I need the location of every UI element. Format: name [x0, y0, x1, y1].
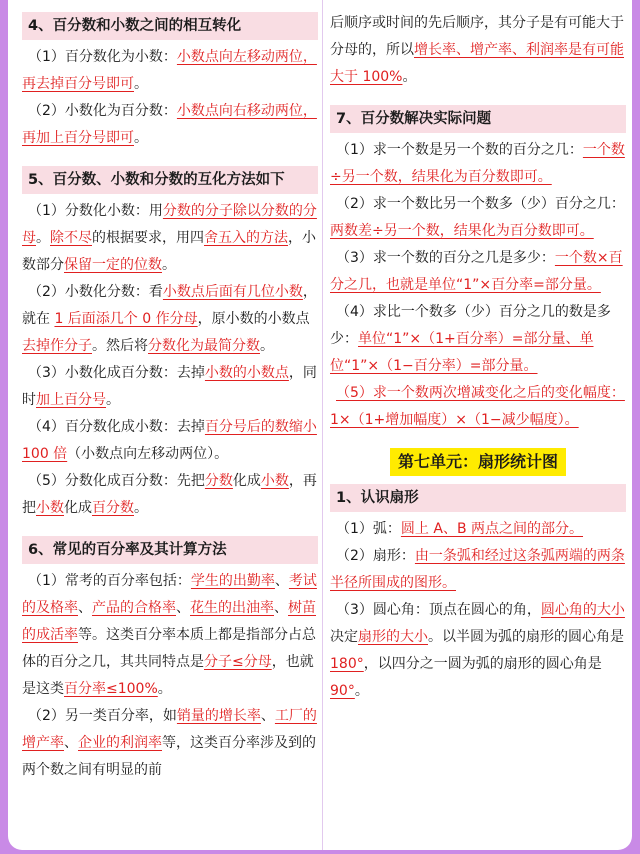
- highlight: 小数点后面有几位小数: [162, 284, 303, 300]
- highlight: 花生的出油率: [190, 600, 274, 616]
- highlight: 分数: [204, 473, 233, 489]
- highlight: 加上百分号: [36, 392, 106, 408]
- highlight: 1 后面添几个 0 作分母: [54, 311, 198, 327]
- highlight: 分子≤分母: [204, 654, 272, 670]
- text: （2）扇形：: [336, 548, 415, 564]
- text: 。: [402, 69, 417, 85]
- text: 。: [134, 500, 148, 516]
- highlight: 单位“1”×（1+百分率）=部分量、单位“1”×（1−百分率）=部分量。: [330, 331, 594, 374]
- text: （2）小数化分数：看: [28, 284, 163, 300]
- bottom-border: [0, 850, 640, 854]
- highlight: 去掉作分子: [22, 338, 92, 354]
- section-7-title: 7、百分数解决实际问题: [330, 105, 626, 133]
- highlight: 180°: [330, 656, 364, 672]
- highlight: 分数的分子除以分数的分母: [22, 203, 317, 246]
- unit-title-wrap: [330, 448, 626, 476]
- left-column: [22, 0, 318, 798]
- unit-section-1: [330, 484, 626, 705]
- text: （4）求比一个数多（少）百分之几的数是多少：: [330, 304, 611, 347]
- section-6: [22, 536, 318, 784]
- text: 。以半圆为弧的扇形的圆心角是: [428, 629, 624, 645]
- text: 。: [260, 338, 274, 354]
- section-7-para-2: [330, 191, 626, 245]
- highlight: 90°: [330, 683, 355, 699]
- highlight: 百分号后的数缩小 100 倍: [22, 419, 317, 462]
- text: 、: [274, 600, 288, 616]
- text: 、: [64, 735, 78, 751]
- section-7-para-5: [330, 380, 626, 434]
- text: （1）百分数化为小数：: [28, 49, 177, 65]
- section-5-para-2: [22, 279, 318, 360]
- highlight: 小数点向右移动两位，再加上百分号即可: [22, 103, 317, 146]
- highlight: 工厂的增产率: [22, 708, 317, 751]
- right-column: [330, 0, 626, 719]
- text: 、: [176, 600, 190, 616]
- text: 后顺序或时间的先后顺序，其分子是有可能大于分母的，所以: [330, 15, 624, 58]
- section-7-para-4: [330, 299, 626, 380]
- text: 。: [134, 76, 148, 92]
- column-divider: [322, 0, 323, 850]
- text: ，原小数的小数点: [197, 311, 310, 327]
- section-5-para-5: [22, 468, 318, 522]
- text: （1）分数化小数：用: [28, 203, 163, 219]
- highlight: 树苗的成活率: [22, 600, 316, 643]
- text: 。: [106, 392, 120, 408]
- highlight: 除不尽: [50, 230, 92, 246]
- highlight: 圆上 A、B 两点之间的部分。: [400, 521, 584, 537]
- text: 的根据要求，用四: [92, 230, 204, 246]
- text: 等。这类百分率本质上都是指部分占总体的百分之几，其共同特点是: [22, 627, 316, 670]
- highlight: 分数化为最简分数: [148, 338, 260, 354]
- text: （1）弧：: [336, 521, 401, 537]
- highlight: 舍五入的方法: [204, 230, 288, 246]
- highlight: 销量的增长率: [176, 708, 261, 724]
- text: ，同时: [22, 365, 317, 408]
- section-7-para-3: [330, 245, 626, 299]
- text: （3）小数化成百分数：去掉: [28, 365, 205, 381]
- section-5-title: 5、百分数、小数和分数的互化方法如下: [22, 166, 318, 194]
- section-4: [22, 12, 318, 152]
- text: （1）常考的百分率包括：: [28, 573, 191, 589]
- highlight: 保留一定的位数: [64, 257, 162, 273]
- section-6-continued: [330, 10, 626, 91]
- highlight: 一个数×百分之几，也就是单位“1”×百分率=部分量。: [330, 250, 623, 293]
- text: （3）圆心角：顶点在圆心的角，: [336, 602, 541, 618]
- section-6-para-1: [22, 568, 318, 703]
- text: （1）求一个数是另一个数的百分之几：: [336, 142, 583, 158]
- section-6-title: 6、常见的百分率及其计算方法: [22, 536, 318, 564]
- unit-section-1-title: 1、认识扇形: [330, 484, 626, 512]
- highlight: （5）求一个数两次增减变化之后的变化幅度：1×（1+增加幅度）×（1−减少幅度）。: [330, 385, 625, 428]
- unit-section-1-para-1: [330, 516, 626, 543]
- text: （2）求一个数比另一个数多（少）百分之几：: [336, 196, 625, 212]
- section-6-para-2: [22, 703, 318, 784]
- highlight: 产品的合格率: [92, 600, 176, 616]
- text: （2）小数化为百分数：: [28, 103, 177, 119]
- highlight: 百分数: [92, 500, 134, 516]
- highlight: 企业的利润率: [78, 735, 162, 751]
- text: 。: [36, 230, 50, 246]
- section-5-para-3: [22, 360, 318, 414]
- text: 。: [162, 257, 176, 273]
- text: 、: [78, 600, 92, 616]
- section-5-para-4: [22, 414, 318, 468]
- highlight: 两数差÷另一个数，结果化为百分数即可。: [330, 223, 594, 239]
- section-4-title: 4、百分数和小数之间的相互转化: [22, 12, 318, 40]
- text: 、: [274, 573, 289, 589]
- text: 。: [134, 130, 148, 146]
- text: 。然后将: [92, 338, 148, 354]
- highlight: 圆心角的大小: [540, 602, 625, 618]
- highlight: 小数: [260, 473, 289, 489]
- section-7: [330, 105, 626, 434]
- section-6-continued-para: [330, 10, 626, 91]
- unit-section-1-para-3: [330, 597, 626, 705]
- unit-title: 第七单元：扇形统计图: [390, 448, 566, 476]
- highlight: 扇形的大小: [358, 629, 428, 645]
- text: 决定: [330, 629, 358, 645]
- text: 化成: [232, 473, 261, 489]
- text: （小数点向左移动两位）。: [67, 446, 229, 462]
- section-4-para-1: [22, 44, 318, 98]
- unit-section-1-para-2: [330, 543, 626, 597]
- section-5: [22, 166, 318, 522]
- highlight: 百分率≤100%: [64, 681, 158, 697]
- text: ，就在: [22, 284, 317, 327]
- highlight: 小数点向左移动两位，再去掉百分号即可: [22, 49, 317, 92]
- text: （2）另一类百分率，如: [28, 708, 177, 724]
- text: ，也就是这类: [22, 654, 314, 697]
- text: 。: [354, 683, 369, 699]
- text: （3）求一个数的百分之几是多少：: [336, 250, 555, 266]
- text: （4）百分数化成小数：去掉: [28, 419, 205, 435]
- text: ，小数部分: [22, 230, 316, 273]
- text: 。: [157, 681, 172, 697]
- text: ，再把: [22, 473, 317, 516]
- section-7-para-1: [330, 137, 626, 191]
- text: 化成: [64, 500, 92, 516]
- highlight: 学生的出勤率: [190, 573, 275, 589]
- section-5-para-1: [22, 198, 318, 279]
- highlight: 由一条弧和经过这条弧两端的两条半径所围成的图形。: [330, 548, 625, 591]
- text: ，以四分之一圆为弧的扇形的圆心角是: [363, 656, 602, 672]
- text: （5）分数化成百分数：先把: [28, 473, 205, 489]
- text: 、: [260, 708, 275, 724]
- highlight: 小数: [36, 500, 64, 516]
- page: [8, 0, 632, 850]
- highlight: 增长率、增产率、利润率是有可能大于 100%: [330, 42, 624, 85]
- highlight: 一个数÷另一个数，结果化为百分数即可。: [330, 142, 625, 185]
- highlight: 小数的小数点: [204, 365, 289, 381]
- section-4-para-2: [22, 98, 318, 152]
- highlight: 考试的及格率: [22, 573, 317, 616]
- text: 等，这类百分率涉及到的两个数之间有明显的前: [22, 735, 316, 778]
